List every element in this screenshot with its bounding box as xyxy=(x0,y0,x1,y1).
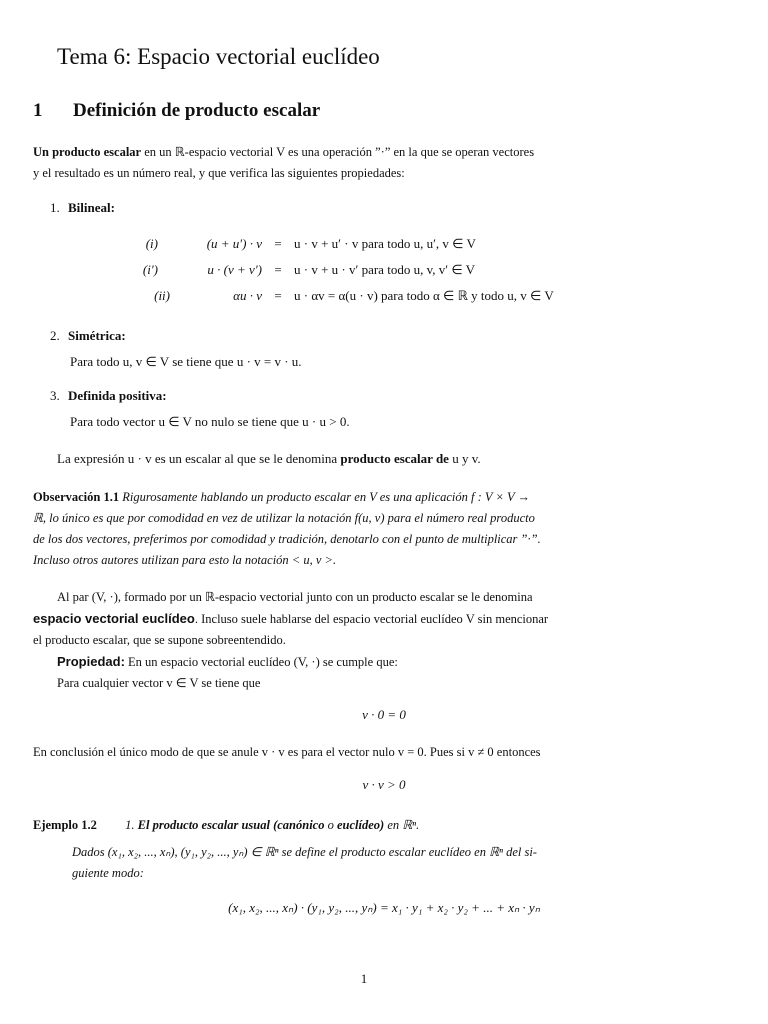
observation-block xyxy=(33,487,735,571)
observation-line: Rigurosamente hablando un producto escalar en V es una aplicación f : V × V → xyxy=(122,490,531,504)
equation-lhs: (u + u′) · v xyxy=(206,236,262,251)
property-1-label xyxy=(50,200,115,216)
example-line: guiente modo: xyxy=(72,866,144,880)
section-title: Definición de producto escalar xyxy=(73,100,321,121)
expression-paragraph xyxy=(57,451,481,467)
observation-label: Observación 1.1 xyxy=(33,490,120,504)
equation-tag: (ii) xyxy=(154,288,170,303)
equation-equals: = xyxy=(274,236,282,251)
property-2-label xyxy=(50,328,126,344)
property-line: Para cualquier vector v ∈ V se tiene que xyxy=(57,676,261,690)
observation-line: de los dos vectores, preferimos por comodidad y tradición, denotarlo con el punto de multiplicar ”·”. xyxy=(33,532,541,546)
intro-rest1: en un ℝ-espacio vectorial V es una operación ”·” en la que se operan vectores xyxy=(141,145,535,159)
equation-tag: (i′) xyxy=(142,262,158,277)
observation-line: Incluso otros autores utilizan para esto la notación < u, v >. xyxy=(33,553,337,567)
equation-equals: = xyxy=(274,288,282,303)
equation-lhs: αu · v xyxy=(233,288,262,303)
equation-positive: v · v > 0 xyxy=(362,777,406,792)
observation-line: ℝ, lo único es que por comodidad en vez de utilizar la notación f(u, v) para el número real producto xyxy=(33,511,535,525)
pair-paragraph xyxy=(33,587,735,651)
page-title: Tema 6: Espacio vectorial euclídeo xyxy=(57,44,380,69)
equation-rhs: u · αv = α(u · v) para todo α ∈ ℝ y todo u, v ∈ V xyxy=(294,288,554,303)
example-bold2: euclídeo) xyxy=(336,818,385,832)
intro-paragraph xyxy=(33,142,735,184)
equation-rhs: u · v + u′ · v para todo u, u′, v ∈ V xyxy=(294,236,476,251)
property-3-label xyxy=(50,388,167,404)
property-paragraph xyxy=(33,651,735,694)
example-formula: (x₁, x₂, ..., xₙ) · (y₁, y₂, ..., yₙ) = x₁ · y₁ + x₂ · y₂ + ... + xₙ · yₙ xyxy=(228,900,540,915)
section-heading xyxy=(33,100,320,122)
example-connector: o xyxy=(324,818,337,832)
expression-bold: producto escalar de xyxy=(340,451,449,466)
example-heading xyxy=(33,815,735,836)
section-number: 1 xyxy=(33,100,43,121)
pair-line: el producto escalar, que se supone sobreentendido. xyxy=(33,633,286,647)
equation-equals: = xyxy=(274,262,282,277)
example-line: Dados (x₁, x₂, ..., xₙ), (y₁, y₂, ..., yₙ) ∈ ℝⁿ se define el producto escalar euclídeo en ℝⁿ del si- xyxy=(72,845,537,859)
example-bold: El producto escalar usual (canónico xyxy=(137,818,325,832)
conclusion-paragraph: En conclusión el único modo de que se anule v · v es para el vector nulo v = 0. Pues si v ≠ 0 entonces xyxy=(33,745,541,759)
property-1-title: Bilineal: xyxy=(68,200,115,215)
intro-bold: Un producto escalar xyxy=(33,145,142,159)
example-label: Ejemplo 1.2 xyxy=(33,818,97,832)
page-number: 1 xyxy=(360,971,368,986)
property-2-title: Simétrica: xyxy=(68,328,126,343)
pair-line: . Incluso suele hablarse del espacio vectorial euclídeo V sin mencionar xyxy=(194,612,549,626)
example-body xyxy=(72,842,734,884)
property-3-title: Definida positiva: xyxy=(68,388,167,403)
pair-bold: espacio vectorial euclídeo xyxy=(33,611,195,626)
intro-rest2: y el resultado es un número real, y que verifica las siguientes propiedades: xyxy=(33,166,405,180)
equation-rhs: u · v + u · v′ para todo u, v, v′ ∈ V xyxy=(294,262,476,277)
property-label: Propiedad: xyxy=(57,654,125,669)
example-post: en ℝⁿ. xyxy=(384,818,420,832)
property-3-number: 3. xyxy=(50,388,60,403)
example-item-number: 1. xyxy=(125,818,138,832)
equation-zero: v · 0 = 0 xyxy=(362,707,406,722)
pair-line: Al par (V, ·), formado por un ℝ-espacio vectorial junto con un producto escalar se le denomina xyxy=(57,590,533,604)
property-1-number: 1. xyxy=(50,200,60,215)
equation-tag: (i) xyxy=(145,236,158,251)
equation-lhs: u · (v + v′) xyxy=(207,262,262,277)
property-2-number: 2. xyxy=(50,328,60,343)
property-2-text: Para todo u, v ∈ V se tiene que u · v = v · u. xyxy=(70,354,302,369)
property-3-text: Para todo vector u ∈ V no nulo se tiene que u · u > 0. xyxy=(70,414,350,429)
property-text: En un espacio vectorial euclídeo (V, ·) se cumple que: xyxy=(124,655,398,669)
expression-pre: La expresión u · v es un escalar al que se le denomina xyxy=(57,451,341,466)
expression-post: u y v. xyxy=(448,451,481,466)
